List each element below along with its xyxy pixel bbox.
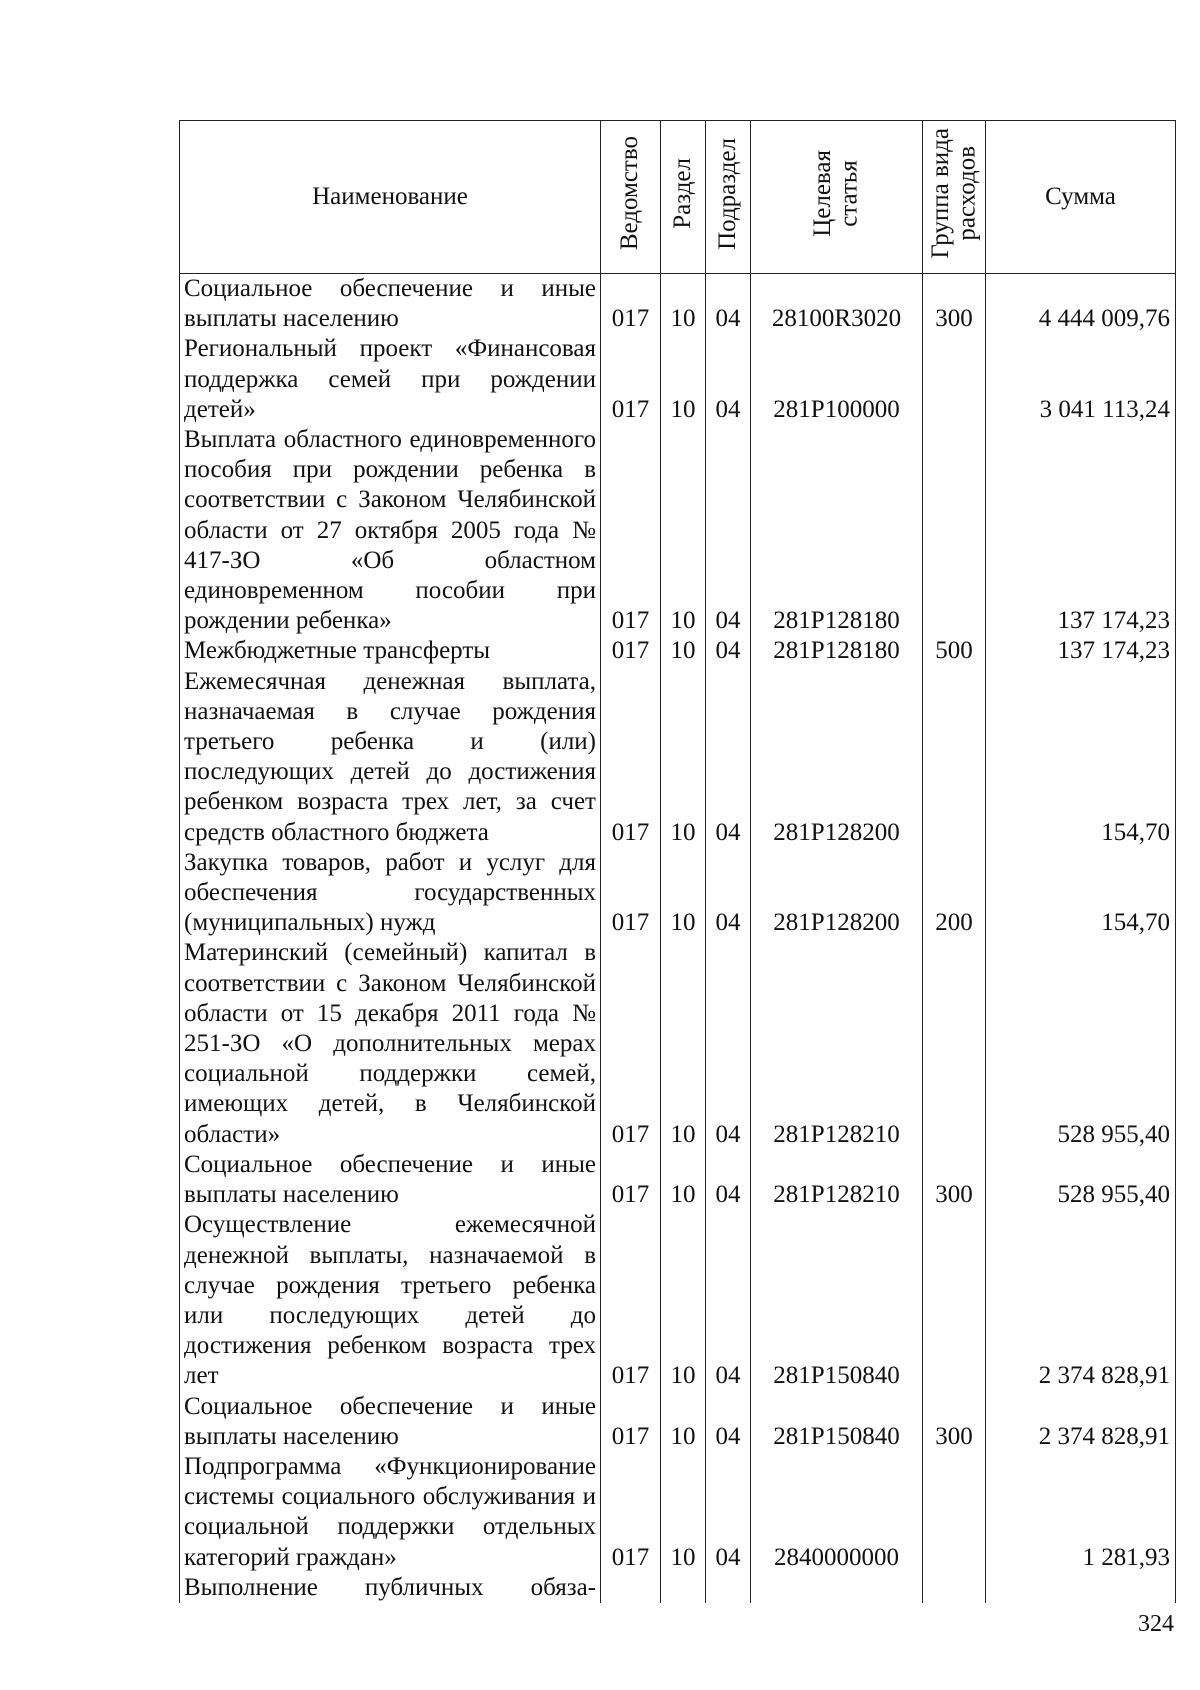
- row-celevaya-statya: 281P100000: [751, 334, 923, 425]
- header-gruppa-vida-rashodov: Группа вида расходов: [923, 121, 986, 274]
- row-gruppa: 300: [923, 1150, 986, 1210]
- row-summa: 3 041 113,24: [986, 334, 1176, 425]
- row-celevaya-statya: 281P128210: [751, 1150, 923, 1210]
- table-body: [180, 274, 1176, 1603]
- row-celevaya-statya: 281P150840: [751, 1210, 923, 1391]
- row-vedomstvo: 017: [601, 425, 661, 636]
- table-row-continuation: [180, 1573, 1176, 1603]
- table-row: [180, 1210, 1176, 1391]
- row-celevaya-statya: 281P150840: [751, 1392, 923, 1452]
- row-gruppa: 300: [923, 1392, 986, 1452]
- row-celevaya-statya: 281P128200: [751, 667, 923, 848]
- row-celevaya-statya: 281P128180: [751, 425, 923, 636]
- row-podrazdel: 04: [706, 274, 751, 335]
- row-name: Социальное обеспечение и иные выплаты населению: [180, 1392, 601, 1452]
- row-summa: 2 374 828,91: [986, 1392, 1176, 1452]
- row-summa: 2 374 828,91: [986, 1210, 1176, 1391]
- row-name: Социальное обеспечение и иные выплаты населению: [180, 274, 601, 335]
- row-podrazdel: 04: [706, 1452, 751, 1573]
- header-podrazdel: Подраздел: [706, 121, 751, 274]
- row-gruppa: [923, 1452, 986, 1573]
- row-summa: 154,70: [986, 667, 1176, 848]
- row-vedomstvo: 017: [601, 274, 661, 335]
- row-celevaya-statya: [751, 1573, 923, 1603]
- row-razdel: 10: [661, 1150, 706, 1210]
- row-celevaya-statya: 281P128180: [751, 636, 923, 666]
- row-name: Региональный проект «Финансовая поддержка семей при рождении детей»: [180, 334, 601, 425]
- row-razdel: 10: [661, 1452, 706, 1573]
- row-gruppa: [923, 938, 986, 1149]
- row-name: Выполнение публичных обяза-: [180, 1573, 601, 1603]
- row-gruppa: [923, 1210, 986, 1391]
- row-name: Межбюджетные трансферты: [180, 636, 601, 666]
- table-row: [180, 425, 1176, 636]
- row-podrazdel: 04: [706, 636, 751, 666]
- row-podrazdel: 04: [706, 667, 751, 848]
- row-celevaya-statya: 281P128200: [751, 848, 923, 939]
- row-gruppa: [923, 334, 986, 425]
- row-name: Подпрограмма «Функционирование системы социального обслуживания и социальной поддержки отдельных категорий граждан»: [180, 1452, 601, 1573]
- row-vedomstvo: 017: [601, 938, 661, 1149]
- row-name: Выплата областного единовременного пособия при рождении ребенка в соответствии с Законом Челябинской области от 27 октября 2005 года № 417-ЗО «Об областном единовременном пособии при рождении ребенка»: [180, 425, 601, 636]
- row-gruppa: [923, 425, 986, 636]
- row-summa: 137 174,23: [986, 425, 1176, 636]
- row-celevaya-statya: 2840000000: [751, 1452, 923, 1573]
- table-row: [180, 938, 1176, 1149]
- header-vedomstvo: Ведомство: [601, 121, 661, 274]
- row-name: Социальное обеспечение и иные выплаты населению: [180, 1150, 601, 1210]
- row-razdel: 10: [661, 1392, 706, 1452]
- row-name: Ежемесячная денежная выплата, назначаемая в случае рождения третьего ребенка и (или) последующих детей до достижения ребенком возраста трех лет, за счет средств областного бюджета: [180, 667, 601, 848]
- row-summa: 154,70: [986, 848, 1176, 939]
- page-number: 324: [1138, 1611, 1174, 1637]
- row-vedomstvo: 017: [601, 1150, 661, 1210]
- table-row: [180, 1150, 1176, 1210]
- budget-table: [179, 120, 1176, 1603]
- row-celevaya-statya: 28100R3020: [751, 274, 923, 335]
- row-podrazdel: 04: [706, 425, 751, 636]
- row-razdel: 10: [661, 274, 706, 335]
- header-celevaya-statya: Целевая статья: [751, 121, 923, 274]
- header-name: Наименование: [180, 121, 601, 274]
- row-razdel: [661, 1573, 706, 1603]
- table-row: [180, 1452, 1176, 1573]
- row-summa: 4 444 009,76: [986, 274, 1176, 335]
- row-vedomstvo: 017: [601, 667, 661, 848]
- row-vedomstvo: 017: [601, 636, 661, 666]
- row-podrazdel: 04: [706, 938, 751, 1149]
- row-name: Осуществление ежемесячной денежной выплаты, назначаемой в случае рождения третьего ребенка или последующих детей до достижения ребенком возраста трех лет: [180, 1210, 601, 1391]
- row-razdel: 10: [661, 425, 706, 636]
- row-podrazdel: 04: [706, 1392, 751, 1452]
- row-podrazdel: 04: [706, 848, 751, 939]
- table-row: [180, 334, 1176, 425]
- row-vedomstvo: 017: [601, 334, 661, 425]
- row-name: Закупка товаров, работ и услуг для обеспечения государственных (муниципальных) нужд: [180, 848, 601, 939]
- row-razdel: 10: [661, 848, 706, 939]
- row-summa: 528 955,40: [986, 938, 1176, 1149]
- row-razdel: 10: [661, 1210, 706, 1391]
- table-row: [180, 636, 1176, 666]
- header-razdel: Раздел: [661, 121, 706, 274]
- row-podrazdel: 04: [706, 334, 751, 425]
- row-vedomstvo: 017: [601, 848, 661, 939]
- row-razdel: 10: [661, 334, 706, 425]
- table-header-row: [180, 121, 1176, 274]
- row-gruppa: 200: [923, 848, 986, 939]
- row-name: Материнский (семейный) капитал в соответствии с Законом Челябинской области от 15 декабря 2011 года № 251-ЗО «О дополнительных мерах социальной поддержки семей, имеющих детей, в Челябинской области»: [180, 938, 601, 1149]
- row-summa: [986, 1573, 1176, 1603]
- row-vedomstvo: 017: [601, 1210, 661, 1391]
- row-celevaya-statya: 281P128210: [751, 938, 923, 1149]
- header-summa: Сумма: [986, 121, 1176, 274]
- row-razdel: 10: [661, 667, 706, 848]
- row-gruppa: 300: [923, 274, 986, 335]
- row-gruppa: [923, 667, 986, 848]
- table-row: [180, 1392, 1176, 1452]
- row-podrazdel: 04: [706, 1150, 751, 1210]
- row-vedomstvo: 017: [601, 1392, 661, 1452]
- row-podrazdel: [706, 1573, 751, 1603]
- table-row: [180, 667, 1176, 848]
- row-summa: 528 955,40: [986, 1150, 1176, 1210]
- row-razdel: 10: [661, 938, 706, 1149]
- row-vedomstvo: [601, 1573, 661, 1603]
- row-podrazdel: 04: [706, 1210, 751, 1391]
- row-vedomstvo: 017: [601, 1452, 661, 1573]
- table-row: [180, 848, 1176, 939]
- row-summa: 137 174,23: [986, 636, 1176, 666]
- row-gruppa: [923, 1573, 986, 1603]
- row-gruppa: 500: [923, 636, 986, 666]
- row-razdel: 10: [661, 636, 706, 666]
- row-summa: 1 281,93: [986, 1452, 1176, 1573]
- table-row: [180, 274, 1176, 335]
